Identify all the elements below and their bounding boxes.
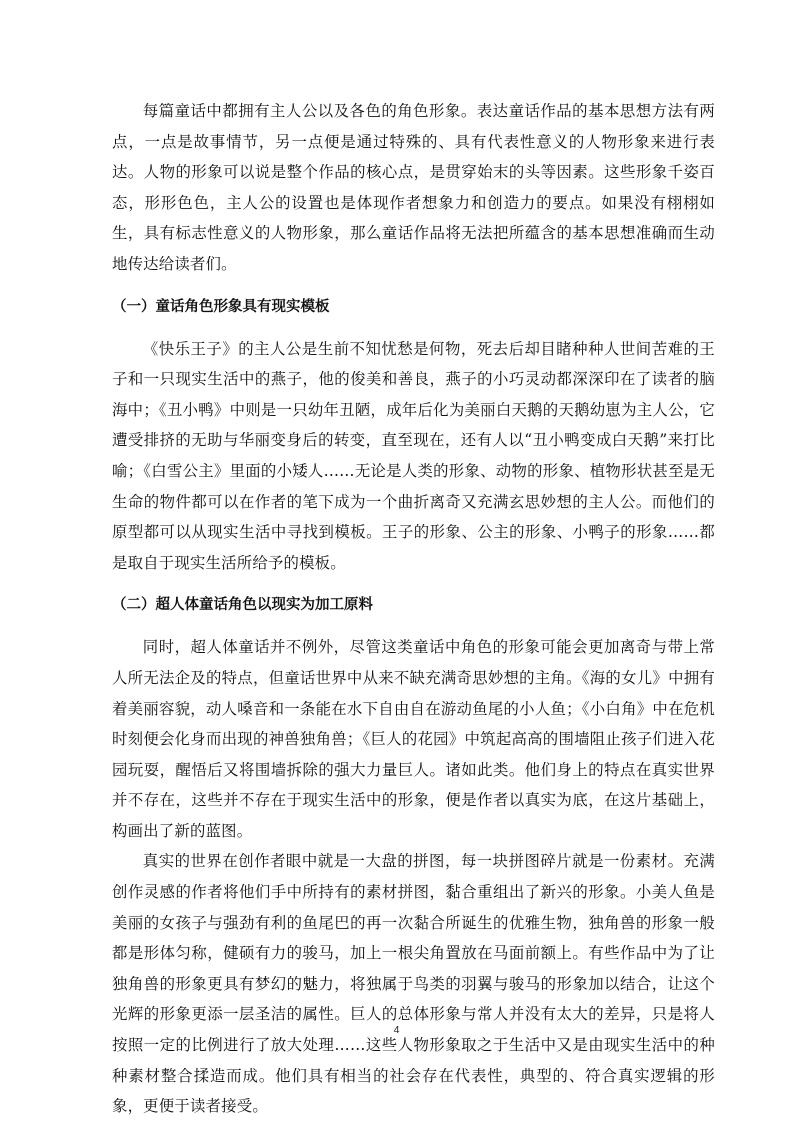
- section-2-paragraph-2: 真实的世界在创作者眼中就是一大盘的拼图，每一块拼图碎片就是一份素材。充满创作灵感的作者将他们手中所持有的素材拼图，黏合重组出了新兴的形象。小美人鱼是美丽的女孩子与强劲有利的鱼尾巴的再一次黏合所诞生的优雅生物，独角兽的形象一般都是形体匀称，健硕有力的骏马，加上一根尖角置放在马面前额上。有些作品中为了让独角兽的形象更具有梦幻的魅力，将独属于鸟类的羽翼与骏马的形象加以结合，让这个光辉的形象更添一层圣洁的属性。巨人的总体形象与常人并没有太大的差异，只是将人按照一定的比例进行了放大处理……这些人物形象取之于生活中又是由现实生活中的种种素材整合揉造而成。他们具有相当的社会存在代表性，典型的、符合真实逻辑的形象，更便于读者接受。: [112, 852, 715, 1116]
- page-number: 4: [393, 1024, 400, 1036]
- section-1-paragraph: 《快乐王子》的主人公是生前不知忧愁是何物，死去后却目睹种种人世间苦难的王子和一只现实生活中的燕子，他的俊美和善良，燕子的小巧灵动都深深印在了读者的脑海中；《丑小鸭》中则是一只幼年丑陋，成年后化为美丽白天鹅的天鹅幼崽为主人公，它遭受排挤的无助与华丽变身后的转变，直至现在，还有人以“丑小鸭变成白天鹅”来打比喻；《白雪公主》里面的小矮人……无论是人类的形象、动物的形象、植物形状甚至是无生命的物件都可以在作者的笔下成为一个曲折离奇又充满玄思妙想的主人公。而他们的原型都可以从现实生活中寻找到模板。王子的形象、公主的形象、小鸭子的形象……都是取自于现实生活所给予的模板。: [112, 339, 715, 572]
- intro-paragraph: 每篇童话中都拥有主人公以及各色的角色形象。表达童话作品的基本思想方法有两点，一点是故事情节，另一点便是通过特殊的、具有代表性意义的人物形象来进行表达。人物的形象可以说是整个作品的核心点，是贯穿始末的头等因素。这些形象千姿百态，形形色色，主人公的设置也是体现作者想象力和创造力的要点。如果没有栩栩如生，具有标志性意义的人物形象，那么童话作品将无法把所蕴含的基本思想准确而生动地传达给读者们。: [112, 102, 715, 273]
- section-2-heading: （二）超人体童话角色以现实为加工原料: [112, 597, 373, 614]
- document-body: [112, 96, 715, 1122]
- section-1-heading: （一）童话角色形象具有现实模板: [112, 298, 330, 315]
- section-2-paragraph-1: 同时，超人体童话并不例外，尽管这类童话中角色的形象可能会更加离奇与带上常人所无法企及的特点，但童话世界中从来不缺充满奇思妙想的主角。《海的女儿》中拥有着美丽容貌，动人嗓音和一条能在水下自由自在游动鱼尾的小人鱼；《小白角》中在危机时刻便会化身而出现的神兽独角兽；《巨人的花园》中筑起高高的围墙阻止孩子们进入花园玩耍，醒悟后又将围墙拆除的强大力量巨人。诸如此类。他们身上的特点在真实世界并不存在，这些并不存在于现实生活中的形象，便是作者以真实为底，在这片基础上，构画出了新的蓝图。: [112, 638, 715, 840]
